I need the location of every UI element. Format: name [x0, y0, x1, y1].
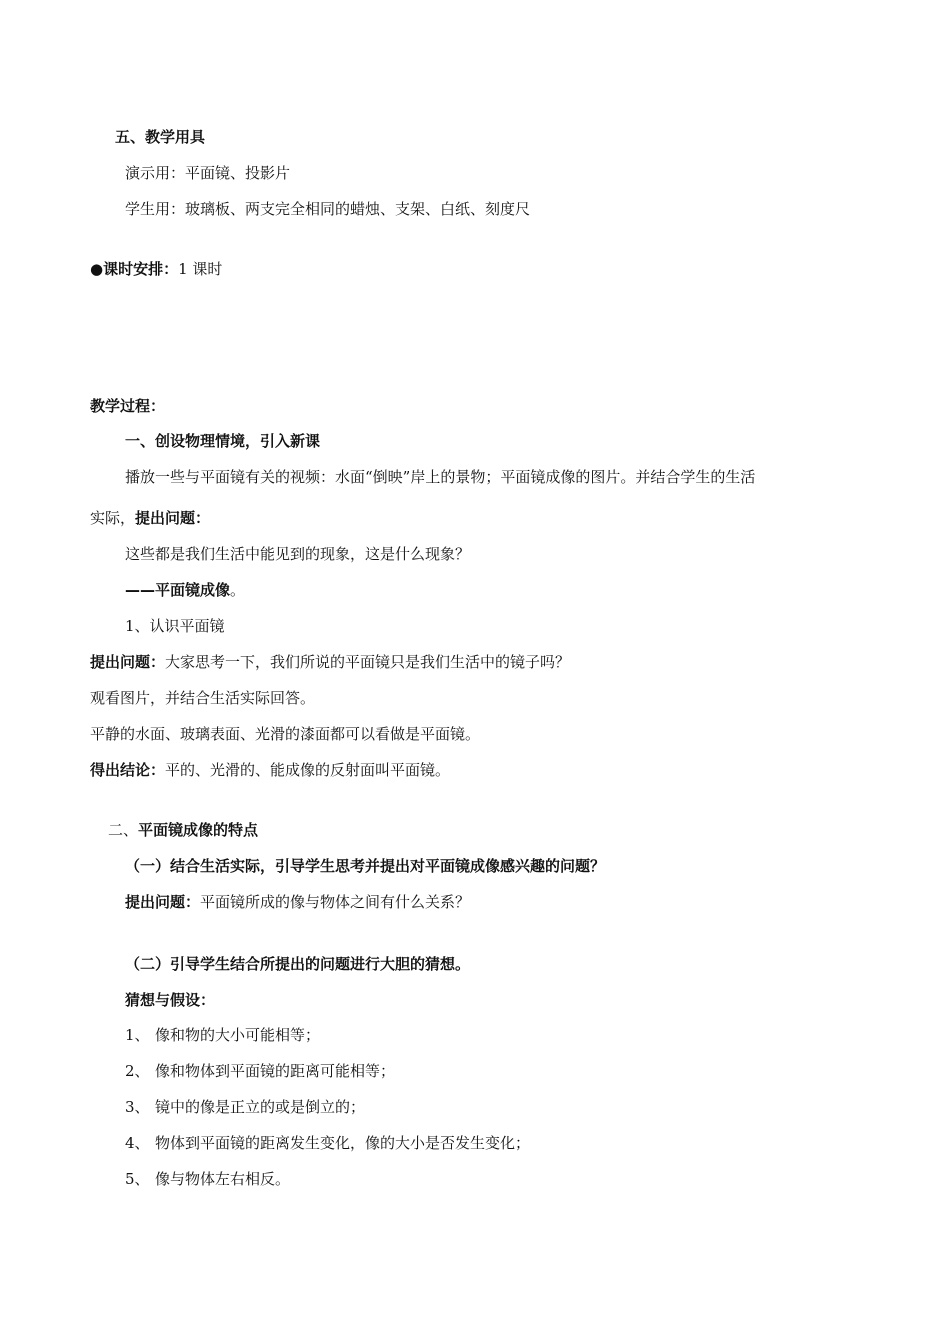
ask-text: 大家思考一下，我们所说的平面镜只是我们生活中的镜子吗？: [165, 653, 571, 671]
student-tools-line: [125, 198, 530, 220]
conclusion-label: 得出结论：: [90, 761, 166, 779]
part2-ask-label: 提出问题：: [125, 893, 201, 911]
part2-ask-text: 平面镜所成的像与物体之间有什么关系？: [200, 893, 471, 911]
hypothesis-number: 1、: [125, 1026, 150, 1044]
part1-observe: 观看图片，并结合生活实际回答。: [90, 689, 316, 707]
process-heading: 教学过程：: [90, 397, 166, 415]
part2-heading: [108, 819, 258, 841]
part1-answer: [125, 579, 245, 601]
part1-question: 这些都是我们生活中能见到的现象，这是什么现象？: [125, 545, 471, 563]
demo-tools-line: [125, 162, 290, 184]
part2-step1: （一）结合生活实际，引导学生思考并提出对平面镜成像感兴趣的问题？: [125, 857, 606, 875]
part1-conclusion: [90, 759, 450, 781]
demo-items: 平面镜、投影片: [185, 164, 291, 182]
student-label: 学生用：: [125, 200, 186, 218]
student-items: 玻璃板、两支完全相同的蜡烛、支架、白纸、刻度尺: [185, 200, 531, 218]
hypothesis-text: 像与物体左右相反。: [155, 1170, 291, 1188]
hypothesis-text: 镜中的像是正立的或是倒立的；: [155, 1098, 366, 1116]
hypothesis-number: 3、: [125, 1098, 150, 1116]
hypothesis-heading: 猜想与假设：: [125, 991, 216, 1009]
answer-end: 。: [230, 581, 246, 599]
hypothesis-number: 5、: [125, 1170, 150, 1188]
hypothesis-text: 物体到平面镜的距离发生变化，像的大小是否发生变化；: [155, 1134, 531, 1152]
hypothesis-item: [125, 1060, 395, 1082]
intro-cont-text: 实际，: [90, 509, 136, 527]
hypothesis-number: 4、: [125, 1134, 150, 1152]
schedule-label: ●课时安排：: [90, 260, 179, 278]
section5-heading: 五、教学用具: [115, 128, 206, 146]
part2-ask: [125, 891, 470, 913]
hypothesis-item: [125, 1168, 290, 1190]
part2-step2: （二）引导学生结合所提出的问题进行大胆的猜想。: [125, 955, 471, 973]
intro-ask-label: 提出问题：: [135, 509, 211, 527]
hypothesis-item: [125, 1096, 365, 1118]
part1-intro-cont: [90, 507, 210, 529]
part1-sub1: 1、认识平面镜: [125, 617, 225, 635]
hypothesis-item: [125, 1132, 530, 1154]
demo-label: 演示用：: [125, 164, 186, 182]
part2-heading-prefix: 二、: [108, 821, 139, 839]
part1-examples: 平静的水面、玻璃表面、光滑的漆面都可以看做是平面镜。: [90, 725, 481, 743]
part1-ask: [90, 651, 570, 673]
answer-bold: ——平面镜成像: [125, 581, 231, 599]
part1-intro: 播放一些与平面镜有关的视频：水面“倒映”岸上的景物；平面镜成像的图片。并结合学生的生活: [125, 468, 756, 486]
schedule-value: 1 课时: [178, 260, 223, 278]
hypothesis-number: 2、: [125, 1062, 150, 1080]
hypothesis-item: [125, 1024, 320, 1046]
part1-heading: 一、创设物理情境，引入新课: [125, 432, 321, 450]
ask-label: 提出问题：: [90, 653, 166, 671]
schedule-line: [90, 258, 222, 280]
part2-heading-bold: 平面镜成像的特点: [138, 821, 259, 839]
hypothesis-text: 像和物的大小可能相等；: [155, 1026, 321, 1044]
hypothesis-text: 像和物体到平面镜的距离可能相等；: [155, 1062, 396, 1080]
conclusion-text: 平的、光滑的、能成像的反射面叫平面镜。: [165, 761, 451, 779]
